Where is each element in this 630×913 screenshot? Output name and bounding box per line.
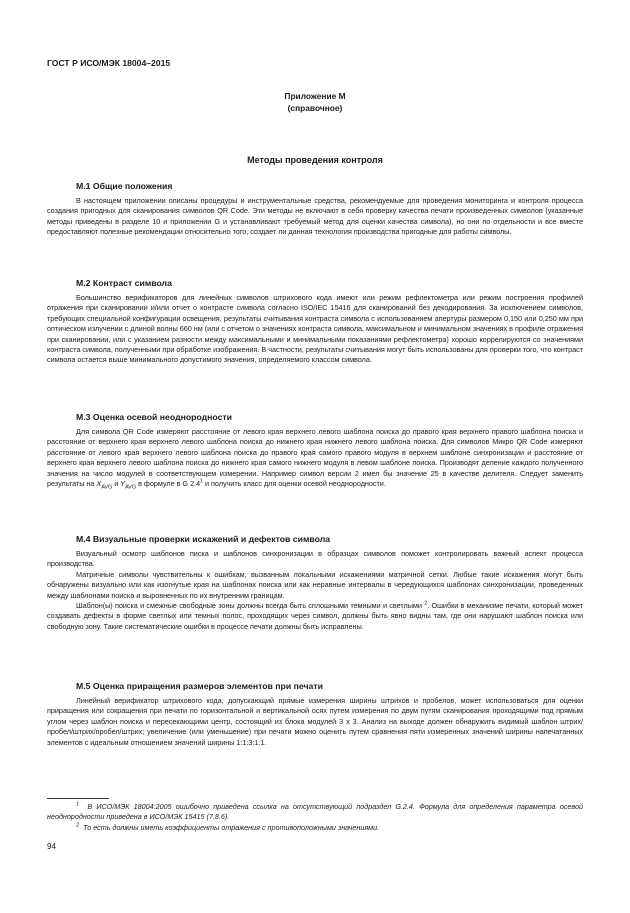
paragraph: В настоящем приложении описаны процедуры и инструментальные средства, рекомендуемые для проведения мониторинга и контроля процесса создания пригодных для сканирования символов QR Code. Эти методы не включают в себя проверку качества печати произведенных символов (указанные методы приведены в разделе 10 и приложении G и устанавливают требуемый метод для оценки качества символа), но они по отдельности и все вместе предоставляют полезные рекомендации относительно того, создает ли данная технология производства пригодные для работы символы.: [47, 196, 583, 237]
section-heading: М.2 Контраст символа: [76, 278, 172, 288]
y-subscript: AVG: [125, 484, 137, 491]
section-m3: [47, 411, 583, 489]
section-m2: [47, 277, 583, 366]
footnote-mark: 1: [76, 801, 80, 808]
section-heading: М.4 Визуальные проверки искажений и дефектов символа: [76, 534, 331, 544]
footnote-1: [47, 802, 583, 823]
text-run: . Ошибки в механизме печати, который может создавать дефекты в форме светлых или темных полос, проходящих через символ, должны быть явно видны там, где они нарушают шаблон поиска или свободную зону. Такие систематические ошибки в процессе печати должны быть исправлены.: [47, 601, 583, 631]
paragraph: [47, 601, 583, 632]
text-run: Шаблон(ы) поиска и смежные свободные зоны должны всегда быть сплошными темными и светлыми: [76, 601, 425, 611]
paragraph: Матричные символы чувствительны к ошибкам, вызванным локальными искажениями матричной сетки. Любые такие искажения могут быть обнаружены визуально или как изогнутые края на шаблонах поиска или как неравные интервалы в чередующихся шаблонах синхронизации, проведенных между шаблонами поиска и выровненных по их внутренним границам.: [47, 569, 583, 600]
text-run: и получить класс для оценки осевой неоднородности.: [203, 479, 386, 489]
paragraph: Визуальный осмотр шаблонов писка и шаблонов синхронизации в образцах символов поможет контролировать важный аспект процесса производства.: [47, 549, 583, 569]
paragraph: Линейный верификатор штрихового кода, допускающий прямые измерения ширины штрихов и пробелов, может использоваться для оценки приращения или сокращения при печати по горизонтальной и вертикальной осях путем измерения по двум путям сканирования проходящими под прямым углом через шаблон поиска и пересекающими центр, состоящий из блока модулей 3 х 3. Анализ на выходе должен обнаружить видимый шаблон штрих/пробел/штрих/пробел/штрих; увеличение (или уменьшение) при печати можно оценить путем сравнения пяти измеренных значений ширины напечатанных элементов с идеальным отношением значений ширины 1:1:3:1:1.: [47, 696, 583, 747]
section-heading: М.5 Оценка приращения размеров элементов при печати: [76, 681, 323, 691]
standard-header: ГОСТ Р ИСО/МЭК 18004–2015: [47, 58, 171, 68]
footnotes: [47, 798, 583, 833]
text-run: Для символа QR Code измеряют расстояние от левого края верхнего левого шаблона поиска до правого края верхнего правого шаблона поиска и расстояние от верхнего края верхнего левого шаблона поиска до нижнего края нижнего левого шаблона поиска. Для символов Микро QR Code измеряют расстояние от левого края верхнего левого шаблона поиска до правого края самого правого модуля в верхнем шаблоне синхронизации и расстояние от верхнего края верхнего левого шаблона поиска до нижнего края самого нижнего модуля в левом шаблоне поиска. Производят деление каждого полученного значения на число модулей в соответствующем измерении. Например символ версии 2 имел бы значение 25 в качестве делителя. Следует заменить результаты на: [47, 427, 583, 489]
paragraph: Большинство верификаторов для линейных символов штрихового кода имеют или режим рефлектометра или режим построения профилей отражения при сканировании и/или отчет о контрасте символа согласно ISO/IEC 15416 для сканирований без декодирования. За исключением символов, требующих специальной конфигурации освещения, результаты считывания контраста символа с использованием апертуры размером 0,150 или 0,250 мм при оптическом излучении с длиной волны 660 нм (или с отчетом о значениях контраста символа, максимальном и минимальном значениях в профиле отражения при сканировании, или с указанием разности между максимальными и минимальными показаниями рефлектометра) хорошо коррелируются со значениями контраста символа, полученными при обработке изображения. В частности, результаты считывания могут быть использованы для проверки того, что контраст символа остается выше минимального допустимого значения, определяемого классом символа.: [47, 293, 583, 365]
y-symbol: Y: [120, 479, 126, 489]
footnote-ref[interactable]: 2: [424, 600, 428, 607]
annex-subtitle: (справочное): [287, 103, 343, 113]
footnote-mark: 2: [76, 822, 80, 829]
x-symbol: X: [96, 479, 102, 489]
page-number: 94: [47, 842, 56, 851]
section-m5: [47, 680, 583, 748]
paragraph: [47, 427, 583, 489]
document-title: Методы проведения контроля: [247, 155, 383, 165]
footnote-ref[interactable]: 1: [200, 478, 204, 485]
section-m1: [47, 180, 583, 238]
x-subscript: AVG: [101, 484, 113, 491]
section-m4: [47, 533, 583, 632]
footnote-2: [47, 823, 583, 833]
footnote-text: То есть должны иметь коэффициенты отражения с противоположными значениями.: [83, 822, 380, 832]
text-run: и: [112, 479, 121, 489]
footnote-divider: [47, 798, 109, 799]
section-heading: М.1 Общие положения: [76, 181, 173, 191]
annex-title: Приложение М: [284, 91, 346, 101]
footnote-text: В ИСО/МЭК 18004:2005 ошибочно приведена ссылка на отсутствующий подраздел G.2.4. Формула для определения параметра осевой неоднородности приведена в ИСО/МЭК 15415 (7.8.6).: [47, 802, 583, 822]
text-run: в формуле в G 2.4: [136, 479, 200, 489]
section-heading: М.3 Оценка осевой неоднородности: [76, 412, 233, 422]
